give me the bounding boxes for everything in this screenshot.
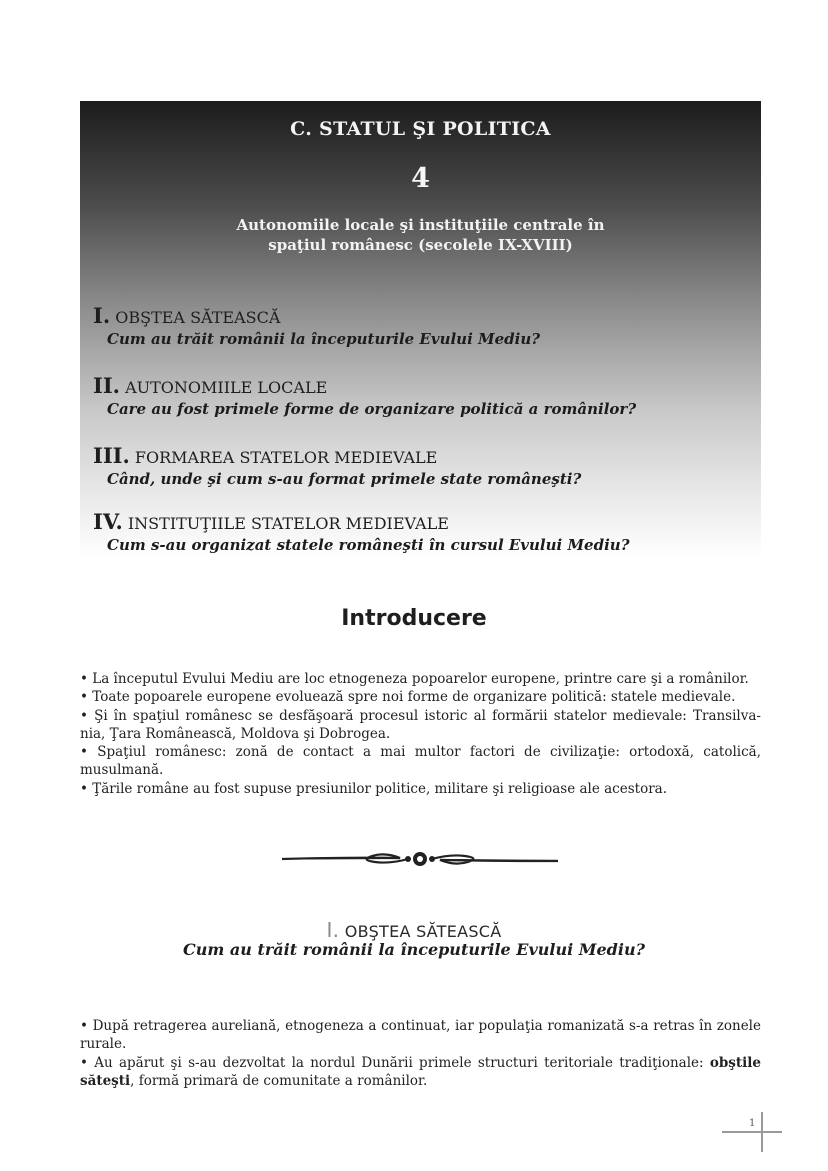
list-item: • La începutul Evului Mediu are loc etnogeneza popoarelor europene, printre care şi a românilor. bbox=[80, 671, 749, 687]
page-number: 1 bbox=[749, 1118, 756, 1129]
chapter-title-line2: spaţiul românesc (secolele IX-XVIII) bbox=[268, 236, 573, 254]
topic-roman: I. bbox=[93, 303, 111, 328]
topic-item-4 bbox=[93, 509, 753, 554]
topic-question: Când, unde şi cum s-au format primele state româneşti? bbox=[107, 470, 582, 488]
list-item: • După retragerea aureliană, etnogeneza a continuat, iar populaţia romanizată s-a retras în zonele rurale. bbox=[80, 1018, 761, 1053]
chapter-banner bbox=[80, 101, 761, 558]
topic-item-1 bbox=[93, 303, 753, 348]
section1-question: Cum au trăit românii la începuturile Evului Mediu? bbox=[183, 940, 645, 959]
topic-title: INSTITUŢIILE STATELOR MEDIEVALE bbox=[127, 514, 449, 533]
chapter-title bbox=[80, 215, 761, 255]
section-title: C. STATUL ŞI POLITICA bbox=[290, 118, 551, 140]
chapter-number: 4 bbox=[411, 163, 430, 194]
bullet-text: • Au apărut şi s-au dezvoltat la nordul Dunării primele structuri teritoriale tradiţionale: bbox=[80, 1054, 710, 1071]
bullet-bold-term: obştile săteşti bbox=[80, 1054, 761, 1089]
section1-bullet-list bbox=[80, 1017, 761, 1090]
list-item bbox=[80, 1054, 761, 1091]
topic-question: Cum s-au organizat statele româneşti în cursul Evului Mediu? bbox=[107, 536, 630, 554]
list-item: • Şi în spaţiul românesc se desfăşoară procesul istoric al formării statelor medievale: Transilva-nia, Ţara Românească, Moldova şi Dobrogea. bbox=[80, 707, 761, 742]
topic-roman: III. bbox=[93, 443, 130, 468]
topic-roman: II. bbox=[93, 373, 120, 398]
topic-title: OBŞTEA SĂTEASCĂ bbox=[115, 308, 281, 327]
list-item: • Toate popoarele europene evoluează spre noi forme de organizare politică: statele medievale. bbox=[80, 689, 736, 706]
list-item: • Ţările române au fost supuse presiunilor politice, militare şi religioase ale acestora. bbox=[80, 780, 667, 797]
topic-item-2 bbox=[93, 373, 753, 418]
topic-item-3 bbox=[93, 443, 753, 488]
section1-title: OBŞTEA SĂTEASCĂ bbox=[344, 922, 502, 941]
intro-bullet-list bbox=[80, 670, 761, 798]
section1-heading bbox=[0, 918, 828, 942]
topic-question: Care au fost primele forme de organizare politică a românilor? bbox=[107, 400, 637, 418]
topic-title: FORMAREA STATELOR MEDIEVALE bbox=[134, 448, 438, 467]
bullet-text: , formă primară de comunitate a românilor. bbox=[130, 1072, 428, 1089]
topic-question: Cum au trăit românii la începuturile Evului Mediu? bbox=[107, 330, 541, 348]
topic-roman: IV. bbox=[93, 509, 123, 534]
ornament-divider-icon bbox=[280, 848, 560, 870]
list-item: • Spaţiul românesc: zonă de contact a mai multor factori de civilizaţie: ortodoxă, catolică, musulmană. bbox=[80, 744, 761, 779]
chapter-title-line1: Autonomiile locale şi instituţiile centrale în bbox=[236, 216, 605, 234]
intro-heading: Introducere bbox=[341, 606, 487, 631]
topic-title: AUTONOMIILE LOCALE bbox=[125, 378, 328, 397]
section1-number: I. bbox=[326, 918, 340, 942]
